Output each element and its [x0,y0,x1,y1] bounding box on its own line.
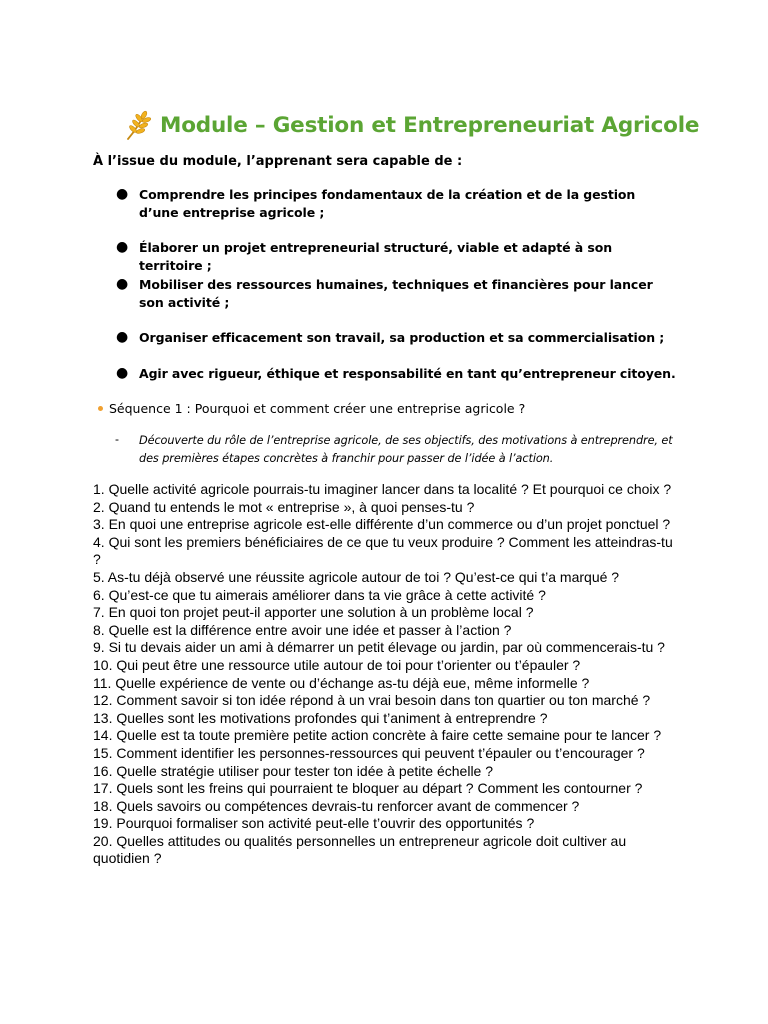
intro-text: À l’issue du module, l’apprenant sera capable de : [93,154,463,169]
sequence-description-text: Découverte du rôle de l’entreprise agricole, de ses objectifs, des motivations à entreprendre, et des premières étapes concrètes à franchir pour passer de l’idée à l’action. [139,434,673,465]
bullet-icon: ● [116,329,129,345]
objective-text: Comprendre les principes fondamentaux de la création et de la gestion d’une entreprise agricole ; [139,187,636,220]
objective-text: Mobiliser des ressources humaines, techniques et financières pour lancer son activité ; [139,277,653,310]
question-item: 12. Comment savoir si ton idée répond à un vrai besoin dans ton quartier ou ton marché ? [93,692,651,709]
question-item: 3. En quoi une entreprise agricole est-elle différente d’un commerce ou d’un projet ponctuel ? [93,516,671,533]
orange-bullet-icon [98,406,103,411]
bullet-icon: ● [116,239,129,255]
questions-list [93,481,683,868]
question-item: 13. Quelles sont les motivations profondes qui t’animent à entreprendre ? [93,709,548,726]
question-item: 20. Quelles attitudes ou qualités personnelles un entrepreneur agricole doit cultiver au quotidien ? [93,832,627,867]
question-item: 15. Comment identifier les personnes-ressources qui peuvent t’épauler ou t’encourager ? [93,744,645,761]
question-item: 2. Quand tu entends le mot « entreprise », à quoi penses-tu ? [93,498,475,515]
bullet-icon: ● [116,276,129,292]
question-item: 16. Quelle stratégie utiliser pour tester ton idée à petite échelle ? [93,762,494,779]
bullet-icon: ● [116,186,129,202]
question-item: 11. Quelle expérience de vente ou d’échange as-tu déjà eue, même informelle ? [93,674,590,691]
question-item: 6. Qu’est-ce que tu aimerais améliorer dans ta vie grâce à cette activité ? [93,586,546,603]
question-item: 10. Qui peut être une ressource utile autour de toi pour t’orienter ou t’épauler ? [93,656,581,673]
question-item: 17. Quels sont les freins qui pourraient te bloquer au départ ? Comment les contourner ? [93,780,643,797]
question-item: 7. En quoi ton projet peut-il apporter une solution à un problème local ? [93,604,534,621]
dash-marker: - [115,432,119,446]
question-item: 14. Quelle est ta toute première petite action concrète à faire cette semaine pour te lancer ? [93,727,662,744]
question-item: 9. Si tu devais aider un ami à démarrer un petit élevage ou jardin, par où commencerais-tu ? [93,639,665,656]
wheat-icon [122,108,156,142]
question-item: 4. Qui sont les premiers bénéficiaires de ce que tu veux produire ? Comment les atteindras-tu ? [93,533,673,568]
objective-text: Agir avec rigueur, éthique et responsabilité en tant qu’entrepreneur citoyen. [139,366,676,381]
objective-text: Organiser efficacement son travail, sa production et sa commercialisation ; [139,330,665,345]
list-item [116,276,676,311]
objective-text: Élaborer un projet entrepreneurial structuré, viable et adapté à son territoire ; [139,240,612,273]
question-item: 1. Quelle activité agricole pourrais-tu imaginer lancer dans ta localité ? Et pourquoi ce choix ? [93,481,672,497]
question-item: 8. Quelle est la différence entre avoir une idée et passer à l’action ? [93,621,512,638]
sequence-description [115,432,675,468]
question-item: 5. As-tu déjà observé une réussite agricole autour de toi ? Qu’est-ce qui t’a marqué ? [93,568,620,585]
list-item [116,186,676,221]
page-title: Module – Gestion et Entrepreneuriat Agricole [160,112,700,138]
bullet-icon: ● [116,365,129,381]
sequence-heading [98,401,525,416]
list-item [116,329,676,347]
list-item [116,239,676,274]
sequence-title: Séquence 1 : Pourquoi et comment créer une entreprise agricole ? [109,401,526,416]
question-item: 19. Pourquoi formaliser son activité peut-elle t’ouvrir des opportunités ? [93,815,535,832]
module-heading [122,108,699,142]
list-item [116,365,676,383]
question-item: 18. Quels savoirs ou compétences devrais-tu renforcer avant de commencer ? [93,797,580,814]
